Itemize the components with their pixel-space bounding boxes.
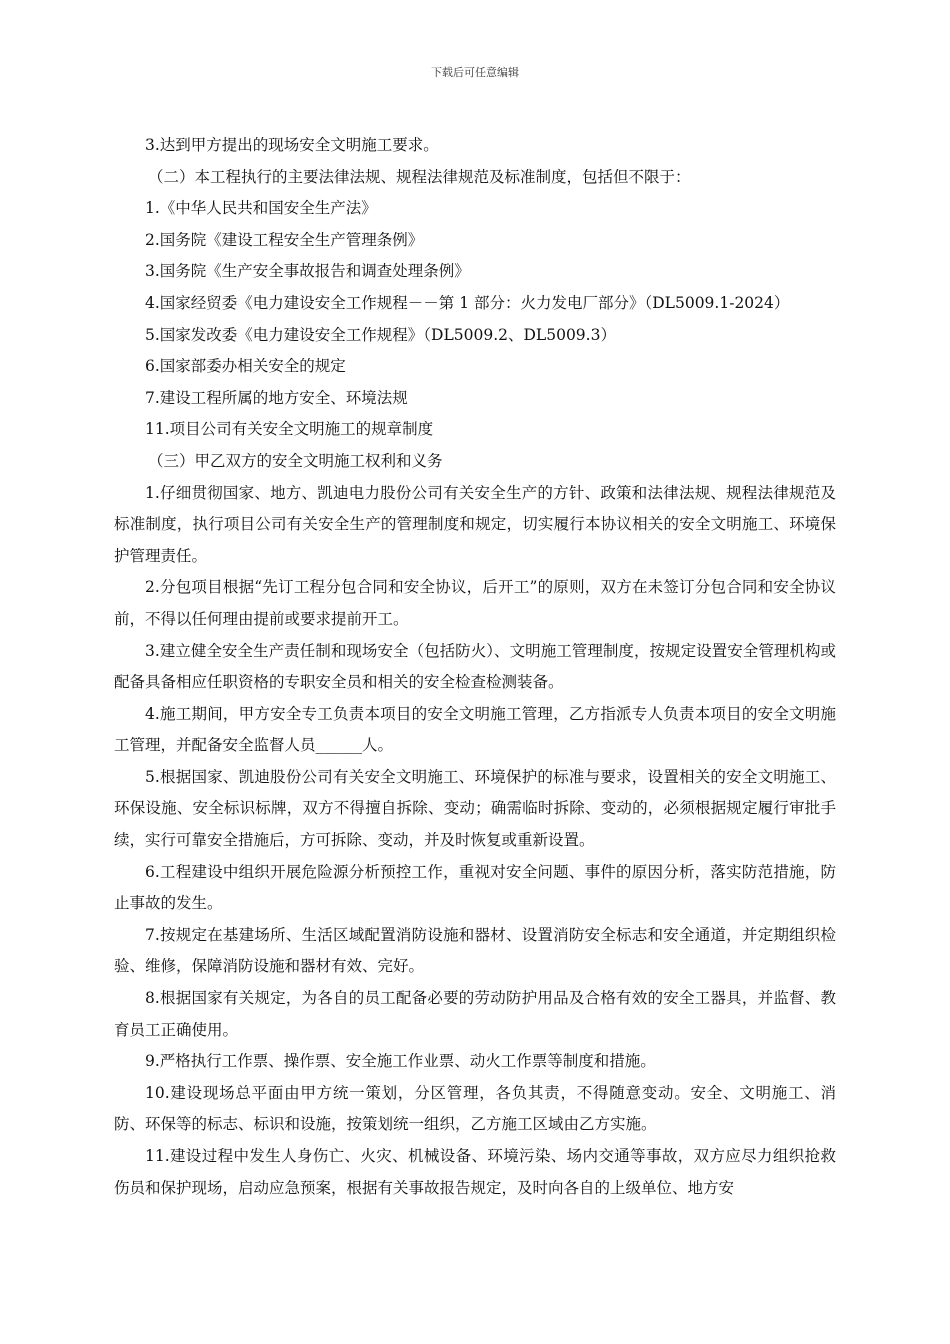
law-item-4: 4.国家经贸委《电力建设安全工作规程－－第 1 部分：火力发电厂部分》（DL5009.1-2024） [145,293,790,312]
obligation-paragraph-11: 11.建设过程中发生人身伤亡、火灾、机械设备、环境污染、场内交通等事故，双方应尽力组织抢救伤员和保护现场，启动应急预案，根据有关事故报告规定，及时向各自的上级单位、地方安 [114,1147,836,1197]
law-item-6: 6.国家部委办相关安全的规定 [145,357,346,376]
obligation-paragraph-3: 3.建立健全安全生产责任制和现场安全（包括防火）、文明施工管理制度，按规定设置安全管理机构或配备具备相应任职资格的专职安全员和相关的安全检查检测装备。 [114,641,836,692]
requirement-item-3: 3.达到甲方提出的现场安全文明施工要求。 [145,136,439,154]
page-header: 下载后可任意编辑 [431,66,519,79]
law-item-3: 3.国务院《生产安全事故报告和调查处理条例》 [145,262,470,281]
section-3-heading: （三）甲乙双方的安全文明施工权利和义务 [148,451,443,470]
obligation-paragraph-9: 9.严格执行工作票、操作票、安全施工作业票、动火工作票等制度和措施。 [145,1052,656,1071]
obligation-paragraph-2: 2.分包项目根据“先订工程分包合同和安全协议，后开工”的原则，双方在未签订分包合同和安全协议前，不得以任何理由提前或要求提前开工。 [114,578,836,628]
law-item-11: 11.项目公司有关安全文明施工的规章制度 [145,420,434,439]
section-2-heading: （二）本工程执行的主要法律法规、规程法律规范及标准制度，包括但不限于： [148,167,691,186]
obligation-paragraph-4: 4.施工期间，甲方安全专工负责本项目的安全文明施工管理，乙方指派专人负责本项目的安全文明施工管理，并配备安全监督人员______人。 [114,704,836,755]
law-item-5: 5.国家发改委《电力建设安全工作规程》（DL5009.2、DL5009.3） [145,325,616,344]
obligation-paragraph-1: 1.仔细贯彻国家、地方、凯迪电力股份公司有关安全生产的方针、政策和法律法规、规程法律规范及标准制度，执行项目公司有关安全生产的管理制度和规定，切实履行本协议相关的安全文明施工、环境保护管理责任。 [114,483,836,565]
document-body [114,130,836,1204]
obligation-paragraph-7: 7.按规定在基建场所、生活区域配置消防设施和器材、设置消防安全标志和安全通道，并定期组织检验、维修，保障消防设施和器材有效、完好。 [114,925,836,976]
obligation-paragraph-8: 8.根据国家有关规定，为各自的员工配备必要的劳动防护用品及合格有效的安全工器具，并监督、教育员工正确使用。 [114,989,836,1039]
obligation-paragraph-6: 6.工程建设中组织开展危险源分析预控工作，重视对安全问题、事件的原因分析，落实防范措施，防止事故的发生。 [114,862,836,913]
law-item-2: 2.国务院《建设工程安全生产管理条例》 [145,230,424,249]
obligation-paragraph-5: 5.根据国家、凯迪股份公司有关安全文明施工、环境保护的标准与要求，设置相关的安全文明施工、环保设施、安全标识标牌，双方不得擅自拆除、变动；确需临时拆除、变动的，必须根据规定履行审批手续，实行可靠安全措施后，方可拆除、变动，并及时恢复或重新设置。 [114,767,836,850]
law-item-7: 7.建设工程所属的地方安全、环境法规 [145,388,408,407]
obligation-paragraph-10: 10.建设现场总平面由甲方统一策划，分区管理，各负其责，不得随意变动。安全、文明施工、消防、环保等的标志、标识和设施，按策划统一组织，乙方施工区域由乙方实施。 [114,1083,836,1134]
law-item-1: 1.《中华人民共和国安全生产法》 [145,199,377,218]
